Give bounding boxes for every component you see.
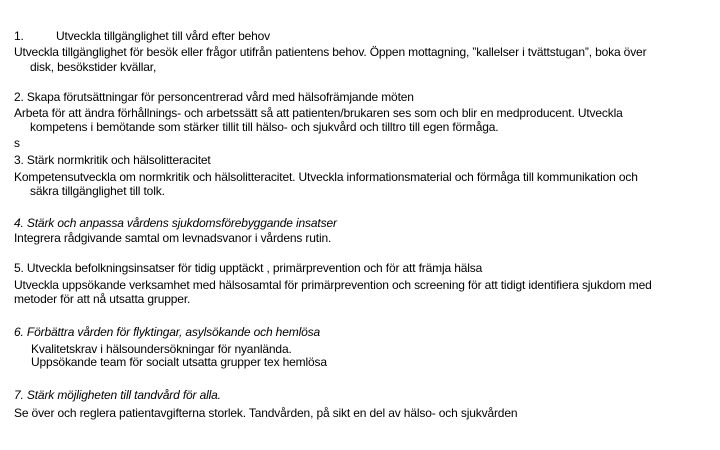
section-1-body-line-2: disk, besökstider kvällar, xyxy=(30,60,157,74)
section-7-heading: 7. Stärk möjligheten till tandvård för alla. xyxy=(14,388,221,402)
section-2-stray-character: s xyxy=(14,136,20,150)
section-3-body-line-2: säkra tillgänglighet till tolk. xyxy=(30,184,165,198)
section-7-body-line-1: Se över och reglera patientavgifterna storlek. Tandvården, på sikt en del av hälso- och sjukvården xyxy=(14,406,518,420)
section-5-body-line-2: metoder för att nå utsatta grupper. xyxy=(14,292,191,306)
section-3-body-line-1: Kompetensutveckla om normkritik och hälsolitteracitet. Utveckla informationsmaterial och förmåga till kommunikation och xyxy=(14,170,638,184)
section-6-body-line-2: Uppsökande team för socialt utsatta grupper tex hemlösa xyxy=(31,355,327,369)
section-1-heading: Utveckla tillgänglighet till vård efter behov xyxy=(56,29,271,43)
section-2-body-line-2: kompetens i bemötande som stärker tillit till hälso- och sjukvård och tilltro till egen förmåga. xyxy=(30,120,499,134)
section-5-body-line-1: Utveckla uppsökande verksamhet med hälsosamtal för primärprevention och screening för att tidigt identifiera sjukdom med xyxy=(14,278,652,292)
section-2-heading: 2. Skapa förutsättningar för personcentrerad vård med hälsofrämjande möten xyxy=(14,90,414,104)
section-2-body-line-1: Arbeta för att ändra förhållnings- och arbetssätt så att patienten/brukaren ses som och blir en medproducent. Utveckla xyxy=(14,106,623,120)
section-1-body-line-1: Utveckla tillgänglighet för besök eller frågor utifrån patientens behov. Öppen mottagning, ”kallelser i tvättstugan”, boka över xyxy=(14,45,647,59)
section-4-heading: 4. Stärk och anpassa vårdens sjukdomsförebyggande insatser xyxy=(14,216,337,230)
section-3-heading: 3. Stärk normkritik och hälsolitteracitet xyxy=(14,153,211,167)
section-5-heading: 5. Utveckla befolkningsinsatser för tidig upptäckt , primärprevention och för att främja hälsa xyxy=(14,261,483,275)
section-6-heading: 6. Förbättra vården för flyktingar, asylsökande och hemlösa xyxy=(14,325,320,339)
section-6-body-line-1: Kvalitetskrav i hälsoundersökningar för nyanlända. xyxy=(31,342,292,356)
section-1-number: 1. xyxy=(14,29,24,43)
section-4-body-line-1: Integrera rådgivande samtal om levnadsvanor i vårdens rutin. xyxy=(14,231,332,245)
